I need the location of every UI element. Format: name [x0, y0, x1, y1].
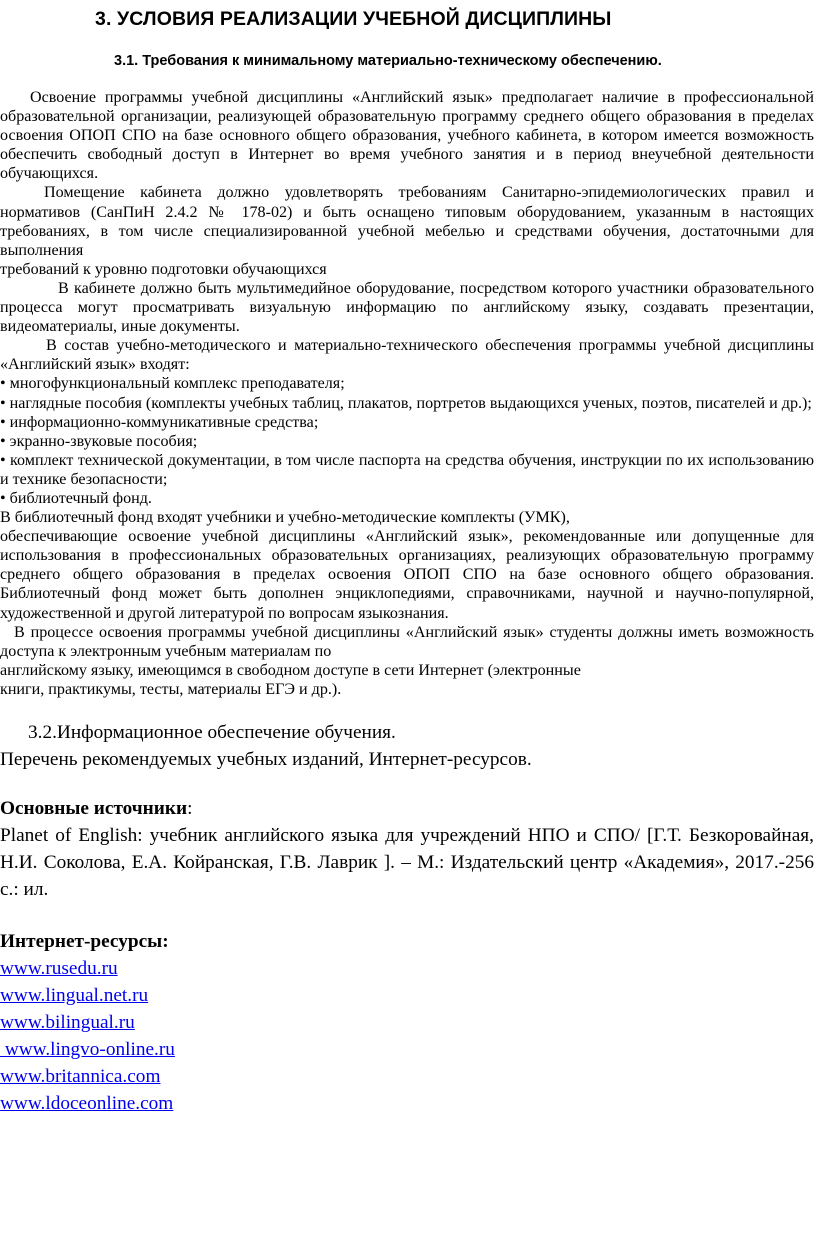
- list-item: [0, 1063, 814, 1090]
- paragraph-library-fund-cont: обеспечивающие освоение учебной дисциплины «Английский язык», рекомендованные или допущенные для использования в профессиональных образовательных организациях, реализующих образовательную программу среднего общего образования в пределах освоения ОПОП СПО на базе основного общего образования. Библиотечный фонд может быть дополнен энциклопедиями, справочниками, научной и научно-популярной, художественной и другой литературой по вопросам языкознания.: [0, 528, 814, 622]
- list-item-library: • библиотечный фонд.: [0, 489, 152, 507]
- list-item: [0, 1036, 814, 1063]
- section-subtitle: 3.1. Требования к минимальному материально-техническому обеспечению.: [114, 53, 662, 69]
- internet-resources-heading: Интернет-ресурсы:: [0, 931, 169, 952]
- paragraph-requirements-intro: Освоение программы учебной дисциплины «Английский язык» предполагает наличие в профессиональной образовательной организации, реализующей образовательную программу среднего общего образования в пределах освоения ОПОП СПО на базе основного общего образования, учебного кабинета, в котором имеется возможность обеспечить свободный доступ в Интернет во время учебного занятия и в период внеучебной деятельности обучающихся.: [0, 89, 814, 183]
- list-item: [0, 1090, 814, 1117]
- list-item: [0, 955, 814, 982]
- link-britannica[interactable]: www.britannica.com: [0, 1066, 161, 1087]
- paragraph-composition: В состав учебно-методического и материально-технического обеспечения программы учебной дисциплины «Английский язык» входят:: [0, 337, 814, 374]
- paragraph-library-fund: В библиотечный фонд входят учебники и учебно-методические комплекты (УМК),: [0, 509, 570, 527]
- list-item-info-comm: • информационно-коммуникативные средства;: [0, 413, 319, 431]
- paragraph-electronic-access-cont: английскому языку, имеющимся в свободном доступе в сети Интернет (электронные: [0, 661, 581, 679]
- list-item-teacher-complex: • многофункциональный комплекс преподавателя;: [0, 375, 345, 393]
- resources-list-title: Перечень рекомендуемых учебных изданий, Интернет-ресурсов.: [0, 749, 532, 770]
- list-item: [0, 982, 814, 1009]
- paragraph-room-requirements: Помещение кабинета должно удовлетворять требованиям Санитарно-эпидемиологических правил и нормативов (СанПиН 2.4.2 № 178-02) и быть оснащено типовым оборудованием, указанным в настоящих требованиях, в том числе специализированной учебной мебелью и средствами обучения, достаточными для выполнения: [0, 184, 814, 259]
- link-ldoceonline[interactable]: www.ldoceonline.com: [0, 1093, 174, 1114]
- link-lingvo-online[interactable]: www.lingvo-online.ru: [0, 1039, 175, 1060]
- paragraph-multimedia: В кабинете должно быть мультимедийное оборудование, посредством которого участники образовательного процесса могут просматривать визуальную информацию по английскому языку, создавать презентации, видеоматериалы, иные документы.: [0, 279, 814, 336]
- list-item: [0, 1009, 814, 1036]
- main-sources-heading: [0, 795, 814, 822]
- paragraph-room-requirements-cont: требований к уровню подготовки обучающихся: [0, 260, 327, 278]
- list-item-audio-visual: • экранно-звуковые пособия;: [0, 432, 198, 450]
- info-heading: 3.2.Информационное обеспечение обучения.: [28, 722, 396, 743]
- main-sources-colon: :: [187, 798, 193, 819]
- link-bilingual[interactable]: www.bilingual.ru: [0, 1012, 135, 1033]
- link-rusedu[interactable]: www.rusedu.ru: [0, 958, 118, 979]
- internet-links-list: [0, 955, 814, 1117]
- link-lingual[interactable]: www.lingual.net.ru: [0, 985, 149, 1006]
- main-source-citation: Planet of English: учебник английского языка для учреждений НПО и СПО/ [Г.Т. Безкоровайная, Н.И. Соколова, Е.А. Койранская, Г.В. Лаврик ]. – М.: Издательский центр «Академия», 2017.-256 с.: ил.: [0, 825, 814, 900]
- main-sources-label: Основные источники: [0, 798, 188, 819]
- paragraph-electronic-access: В процессе освоения программы учебной дисциплины «Английский язык» студенты должны иметь возможность доступа к электронным учебным материалам по: [0, 623, 814, 660]
- paragraph-electronic-access-end: книги, практикумы, тесты, материалы ЕГЭ и др.).: [0, 680, 342, 698]
- list-item-tech-docs: • комплект технической документации, в том числе паспорта на средства обучения, инструкции по их использованию и технике безопасности;: [0, 451, 814, 488]
- list-item-visual-aids: • наглядные пособия (комплекты учебных таблиц, плакатов, портретов выдающихся ученых, поэтов, писателей и др.);: [0, 394, 812, 412]
- section-title: 3. УСЛОВИЯ РЕАЛИЗАЦИИ УЧЕБНОЙ ДИСЦИПЛИНЫ: [95, 8, 612, 30]
